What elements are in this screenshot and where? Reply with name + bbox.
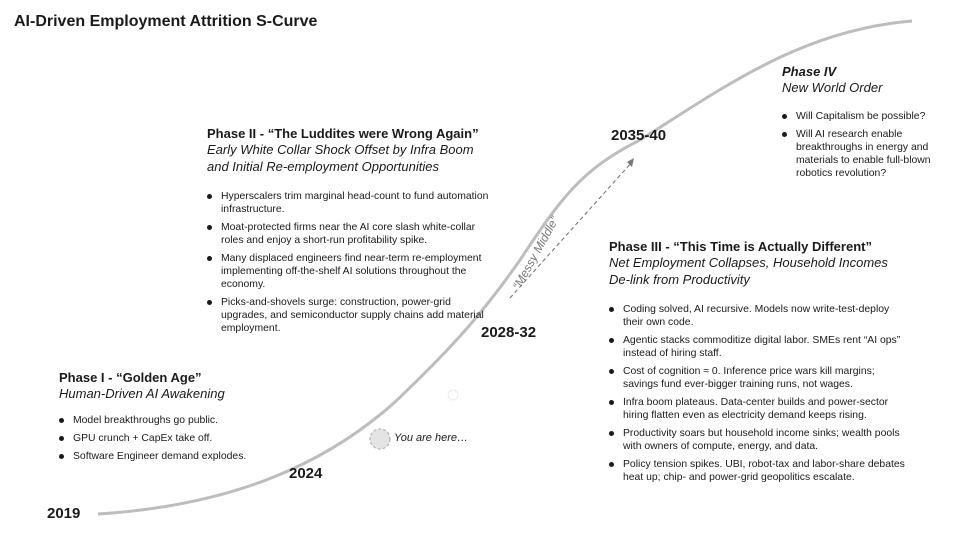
phase-1-subtitle: Human-Driven AI Awakening [59,386,225,401]
phase-1-bullets [59,414,289,463]
list-item: Productivity soars but household income sinks; wealth pools with owners of compute, energy, and data. [609,427,909,453]
messy-middle-label: “Messy Middle” [509,214,562,292]
year-2028-32: 2028-32 [481,324,537,341]
phase-4-subtitle: New World Order [782,80,883,95]
faint-marker [448,390,458,400]
phase-2-block [207,126,492,340]
list-item: Hyperscalers trim marginal head-count to fund automation infrastructure. [207,190,492,216]
phase-1-title: Phase I - “Golden Age” [59,370,202,385]
phase-2-subtitle-2: and Initial Re-employment Opportunities [207,159,439,174]
list-item: GPU crunch + CapEx take off. [59,432,289,445]
phase-1-block [59,370,289,468]
phase-4-title: Phase IV [782,64,837,79]
phase-2-subtitle-1: Early White Collar Shock Offset by Infra Boom [207,142,474,157]
list-item: Moat-protected firms near the AI core slash white-collar roles and enjoy a short-run profitability spike. [207,221,492,247]
year-2019: 2019 [47,505,81,522]
phase-2-bullets [207,190,492,335]
list-item: Coding solved, AI recursive. Models now write-test-deploy their own code. [609,303,909,329]
phase-3-subtitle-1: Net Employment Collapses, Household Incomes [609,255,888,270]
phase-3-title: Phase III - “This Time is Actually Different” [609,239,872,254]
phase-3-block [609,239,909,489]
year-2035-40: 2035-40 [611,127,667,144]
list-item: Infra boom plateaus. Data-center builds and power-sector hiring flatten even as electricity demand keeps rising. [609,396,909,422]
list-item: Policy tension spikes. UBI, robot-tax and labor-share debates heat up; chip- and power-grid geopolitics escalate. [609,458,909,484]
list-item: Picks-and-shovels surge: construction, power-grid upgrades, and semiconductor supply chains add material employment. [207,296,492,335]
phase-3-subtitle-2: De-link from Productivity [609,272,750,287]
list-item: Will Capitalism be possible? [782,110,952,123]
list-item: Software Engineer demand explodes. [59,450,289,463]
list-item: Will AI research enable breakthroughs in energy and materials to enable full-blown robotics revolution? [782,128,952,180]
list-item: Cost of cognition ≈ 0. Inference price wars kill margins; savings fund ever-bigger training runs, not wages. [609,365,909,391]
phase-2-title: Phase II - “The Luddites were Wrong Again” [207,126,479,141]
you-are-here-label: You are here… [394,432,468,444]
list-item: Model breakthroughs go public. [59,414,289,427]
phase-4-block [782,64,952,185]
list-item: Agentic stacks commoditize digital labor. SMEs rent “AI ops” instead of hiring staff. [609,334,909,360]
list-item: Many displaced engineers find near-term re-employment implementing off-the-shelf AI solutions throughout the economy. [207,252,492,291]
you-are-here-marker [370,429,390,449]
page-title: AI-Driven Employment Attrition S-Curve [14,13,318,30]
phase-4-bullets [782,110,952,180]
phase-3-bullets [609,303,909,484]
year-2024: 2024 [289,465,323,482]
